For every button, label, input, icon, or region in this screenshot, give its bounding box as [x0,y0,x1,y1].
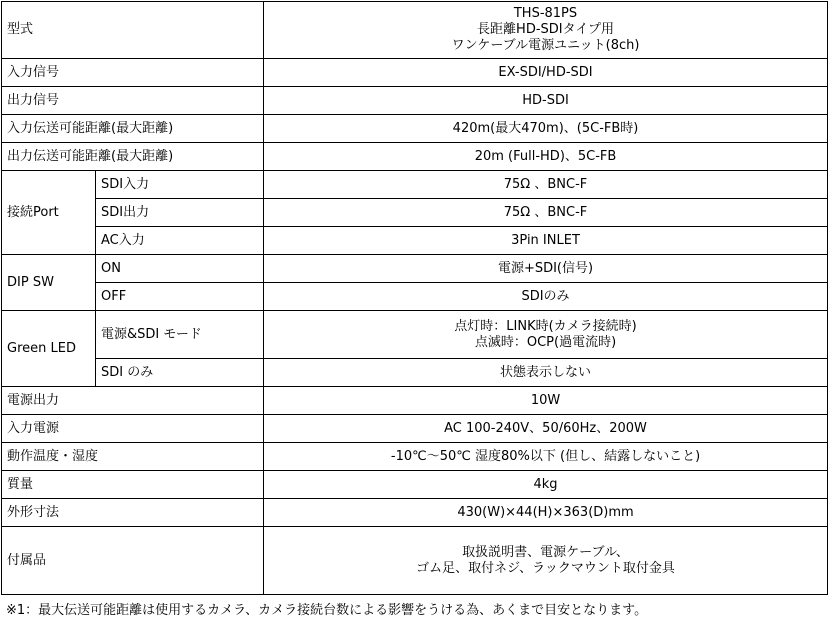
input-power-value: AC 100-240V、50/60Hz、200W [264,415,828,443]
table-row-port-ac-in [2,227,828,255]
input-power-label: 入力電源 [2,415,264,443]
spec-table [1,1,828,595]
dip-on-label: ON [96,255,264,283]
model-value [264,2,828,59]
model-label: 型式 [2,2,264,59]
table-row-dimensions [2,499,828,527]
input-signal-label: 入力信号 [2,59,264,87]
model-type: 長距離HD-SDIタイプ用 [477,22,614,37]
dimensions-value: 430(W)×44(H)×363(D)mm [264,499,828,527]
dip-sw-label: DIP SW [2,255,96,311]
dip-on-value: 電源+SDI(信号) [264,255,828,283]
weight-value: 4kg [264,471,828,499]
accessories-line-2: ゴム足、取付ネジ、ラックマウント取付金具 [416,560,675,576]
weight-label: 質量 [2,471,264,499]
table-row-input-power [2,415,828,443]
input-signal-value: EX-SDI/HD-SDI [264,59,828,87]
led-sdi-only-label: SDI のみ [96,359,264,387]
led-power-sdi-value [264,311,828,359]
output-distance-label: 出力伝送可能距離(最大距離) [2,143,264,171]
operating-env-value: -10℃～50℃ 湿度80%以下 (但し、結露しないこと) [264,443,828,471]
dip-off-label: OFF [96,283,264,311]
table-row-led-power-sdi [2,311,828,359]
port-ac-in-label: AC入力 [96,227,264,255]
power-output-label: 電源出力 [2,387,264,415]
port-sdi-out-value: 75Ω 、BNC-F [264,199,828,227]
dimensions-label: 外形寸法 [2,499,264,527]
led-on-description: 点灯時：LINK時(カメラ接続時) [454,318,637,334]
operating-env-label: 動作温度・湿度 [2,443,264,471]
accessories-label: 付属品 [2,527,264,595]
port-ac-in-value: 3Pin INLET [264,227,828,255]
input-distance-value: 420m(最大470m)、(5C-FB時) [264,115,828,143]
led-sdi-only-value: 状態表示しない [264,359,828,387]
led-blink-description: 点滅時：OCP(過電流時) [474,334,617,350]
footnote: ※1：最大伝送可能距離は使用するカメラ、カメラ接続台数による影響をうける為、あくまで目安となります。 [6,603,648,618]
table-row-power-output [2,387,828,415]
input-distance-label: 入力伝送可能距離(最大距離) [2,115,264,143]
output-signal-value: HD-SDI [264,87,828,115]
table-row-output-distance [2,143,828,171]
table-row-operating-env [2,443,828,471]
table-row-accessories [2,527,828,595]
port-sdi-out-label: SDI出力 [96,199,264,227]
port-sdi-in-value: 75Ω 、BNC-F [264,171,828,199]
table-row-weight [2,471,828,499]
model-description: ワンケーブル電源ユニット(8ch) [451,38,640,53]
table-row-output-signal [2,87,828,115]
table-row-port-sdi-out [2,199,828,227]
power-output-value: 10W [264,387,828,415]
output-distance-value: 20m (Full-HD)、5C-FB [264,143,828,171]
model-number: THS-81PS [513,6,578,21]
port-label: 接続Port [2,171,96,255]
table-row-input-distance [2,115,828,143]
table-row-dip-off [2,283,828,311]
accessories-line-1: 取扱説明書、電源ケーブル、 [462,544,629,560]
table-row-port-sdi-in [2,171,828,199]
table-row-input-signal [2,59,828,87]
output-signal-label: 出力信号 [2,87,264,115]
led-power-sdi-label: 電源&SDI モード [96,311,264,359]
port-sdi-in-label: SDI入力 [96,171,264,199]
table-row-led-sdi-only [2,359,828,387]
table-row-dip-on [2,255,828,283]
accessories-value [264,527,828,595]
table-row-model [2,2,828,59]
dip-off-value: SDIのみ [264,283,828,311]
green-led-label: Green LED [2,311,96,387]
